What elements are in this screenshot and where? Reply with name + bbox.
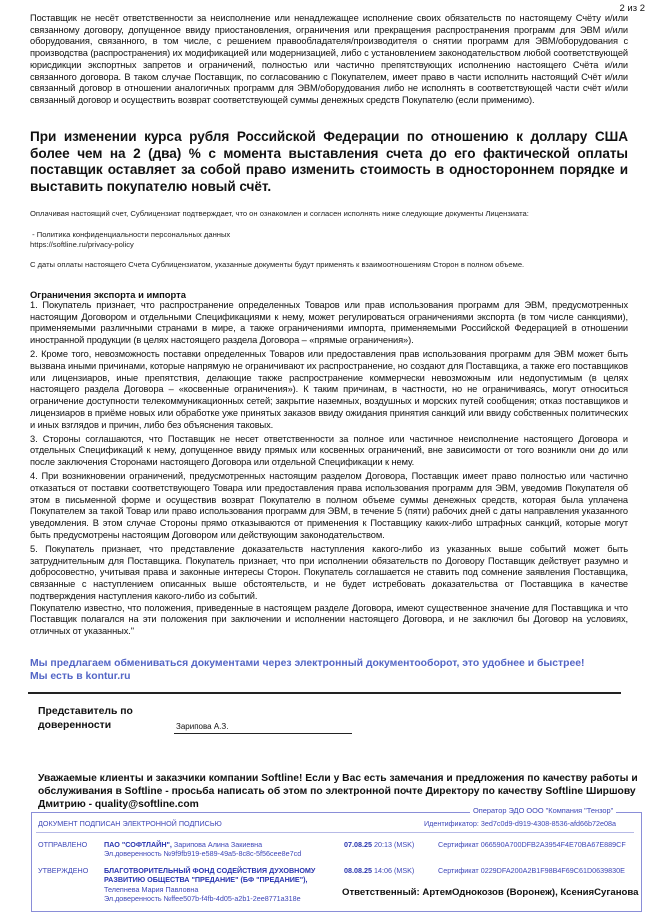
stamp-top-border <box>31 812 479 813</box>
privacy-policy-link[interactable]: https://softline.ru/privacy-policy <box>30 240 134 249</box>
approved-status: УТВЕРЖДЕНО <box>38 866 89 875</box>
sender-person: Зарипова Алина Закиевна <box>171 840 263 849</box>
representative-label <box>38 705 133 733</box>
sender-poa: Эл.доверенность №9f9fb919-e589-49a5-8c8c-5f56cee8e7cd <box>104 849 302 859</box>
approver-certificate: Сертификат 0229DFA200A2B1F98B4F69C61D0639830E <box>438 866 625 875</box>
license-intro: Оплачивая настоящий счет, Сублицензиат подтверждает, что он ознакомлен и согласен исполнять ниже следующие документы Лицензиата: <box>30 209 529 218</box>
license-effect: С даты оплаты настоящего Счета Сублицензиатом, указанные документы будут применять к взаимоотношениям Сторон в полном объеме. <box>30 260 525 269</box>
export-clause-note: Покупателю известно, что положения, приведенные в настоящем разделе Договора, имеют существенное значение для Поставщика и что Поставщик полагался на эти положения при заключении и исполнении настоящего Договора, и не заключил бы Договор на условиях, отличных от указанных." <box>30 602 628 636</box>
export-clause-1: 1. Покупатель признает, что распространение определенных Товаров или прав использования программ для ЭВМ, предусмотренных настоящим Договором и отдельными Спецификациями к нему, может регулироваться ограничениями экспорта (в том числе санкциями), применяемыми различными странами в мире, а также ограничениями импорта, применяемыми Российской Федерацией в отношении иностранной продукции (в целях настоящего раздела Договора – «прямые ограничения»). <box>30 300 628 346</box>
sent-date: 07.08.25 <box>344 840 372 849</box>
edo-promo-line: Мы предлагаем обмениваться документами через электронный документооборот, это удобнее и быстрее! <box>30 658 585 669</box>
currency-change-notice: При изменении курса рубля Российской Федерации по отношению к доллару США более чем на 2 (два) % с момента выставления счета до его фактической оплаты поставщик оставляет за собой право изменить стоимость в одностороннем порядке и выставить покупателю новый счёт. <box>30 129 628 194</box>
export-section-body <box>30 300 628 640</box>
feedback-text: Уважаемые клиенты и заказчики компании Softline! Если у Вас есть замечания и предложения по качеству работы и обслуживания в Softline - просьба написать об этом по электронной почте Директору по качеству Softline Ширшову Дмитрию - <box>38 773 638 810</box>
document-identifier: Идентификатор: 3ed7c0d9-d919-4308-8536-afd66b72e08a <box>424 819 616 828</box>
representative-label-line1: Представитель по <box>38 706 133 717</box>
approver-info <box>104 866 344 903</box>
divider <box>28 692 621 694</box>
quality-email-link[interactable]: quality@softline.com <box>94 798 199 810</box>
export-clause-5: 5. Покупатель признает, что представление доказательств наступления какого-либо из указанных выше событий может быть затруднительным для Поставщика. Покупатель признает, что при исполнении обязательств по Договору Поставщик действует разумно и добросовестно, учитывая права и законные интересы Сторон. Покупатель соглашается не ставить под сомнение заявления Поставщика, связанные с наступлением описанных выше обстоятельств, и не будет истребовать доказательства от Поставщика в качестве подтверждения наступления какого-либо из событий. <box>30 544 628 601</box>
sent-time: 20:13 (MSK) <box>371 840 415 849</box>
export-clause-3: 3. Стороны соглашаются, что Поставщик не несет ответственности за полное или частичное неисполнение настоящего Договора и отдельных Спецификаций к нему, допущенное ввиду прямых или косвенных ограничений, вне зависимости от того возникли они до или после заключения Сторонами настоящего Договора или отдельной Спецификации к нему. <box>30 433 628 468</box>
sender-info <box>104 840 344 859</box>
approved-time: 14:06 (MSK) <box>371 866 415 875</box>
approver-poa: Эл.доверенность №ffee507b-f4fb-4d05-a2b1-2ee8771a318e <box>104 893 301 903</box>
edo-operator: Оператор ЭДО ООО "Компания "Тензор" <box>470 806 616 815</box>
edo-promo <box>30 657 585 683</box>
liability-paragraph: Поставщик не несёт ответственности за неисполнение или ненадлежащее исполнение своих обязательств по настоящему Счёту и/или связанному договору, допущенное ввиду приостановления, ограничения или прекращения распространения программ для ЭВМ и/или оборудования, связанного, в том числе, с решением правообладателя/производителя о снятии программ для ЭВМ/оборудования с производства (распространения) их модификацией или модернизацией, либо с установлением законодательством любой соответствующей юрисдикции экспортных запретов и ограничений, полностью или частично препятствующих исполнению настоящего Счёта и/или связанного договора. В таком случае Поставщик, по согласованию с Покупателем, имеет право в части исполнить настоящий Счёт и/или связанный договор в отношении аналогичных программ для ЭВМ/оборудования либо не исполнять в соответствующей части счёт и/или связанный договор и осуществить возврат соответствующей суммы денежных средств Покупателю (если применимо). <box>30 13 628 105</box>
signed-header: ДОКУМЕНТ ПОДПИСАН ЭЛЕКТРОННОЙ ПОДПИСЬЮ <box>38 819 222 828</box>
export-section-title: Ограничения экспорта и импорта <box>30 289 186 300</box>
representative-label-line2: доверенности <box>38 720 112 731</box>
sender-certificate: Сертификат 066590A700DFB2A3954F4E70BA67E889CF <box>438 840 626 849</box>
representative-name: Зарипова А.З. <box>174 722 352 734</box>
approver-person: Телепнева Мария Павловна <box>104 884 199 894</box>
privacy-policy-title: - Политика конфиденциальности персональных данных <box>30 230 231 239</box>
export-clause-4: 4. При возникновении ограничений, предусмотренных настоящим разделом Договора, Поставщик имеет право полностью или частично отказаться от поставки соответствующего Товара или предоставления права использования программ для ЭВМ, уведомив Покупателя об этом в письменной форме и осуществив возврат Покупателю в полном объеме суммы денежных средств, которая была уплачена Покупателем за такой Товар или право использования программ для ЭВМ, в течение 5 (пяти) рабочих дней с даты направления указанного уведомления. В этом случае Стороны прямо отказываются от применения к Поставщику каких-либо штрафных санкций, которые могут быть предусмотрены настоящим Договором или действующим законодательством. <box>30 471 628 540</box>
approved-date: 08.08.25 <box>344 866 372 875</box>
page-number: 2 из 2 <box>619 3 645 14</box>
approved-datetime <box>344 866 414 875</box>
approver-org: БЛАГОТВОРИТЕЛЬНЫЙ ФОНД СОДЕЙСТВИЯ ДУХОВНОМУ РАЗВИТИЮ ОБЩЕСТВА "ПРЕДАНИЕ" (БФ "ПРЕДАНИЕ"), <box>104 866 316 885</box>
kontur-link[interactable]: Мы есть в kontur.ru <box>30 671 131 682</box>
stamp-top-border <box>613 812 641 813</box>
sender-org: ПАО "СОФТЛАЙН", <box>104 840 172 849</box>
sent-datetime <box>344 840 414 849</box>
stamp-separator <box>36 832 634 833</box>
responsible-persons: Ответственный: АртемОднокозов (Воронеж), КсенияСуганова <box>342 887 639 898</box>
sent-status: ОТПРАВЛЕНО <box>38 840 88 849</box>
export-clause-2: 2. Кроме того, невозможность поставки определенных Товаров или предоставления прав использования программ для ЭВМ может быть вызвана иными причинами, которые напрямую не ограничивают их распространение, но создают для Поставщика, а также его поставщиков или лицензиаров, иные препятствия, делающие также распространение коммерчески невозможным или недопустимым (в целях настоящего раздела Договора – «косвенные ограничения»). К таким причинам, в частности, но не ограничиваясь, могут относиться ограничение доступности телекоммуникационных сетей; закрытие наземных, воздушных и морских путей сообщения; отказ поставщиков и лицензиаров в приёме новых или обработке уже принятых заказов ввиду ожидания принятия санкций или ввиду собственных политических и иных взглядов и причин, либо без объяснения таковых. <box>30 349 628 430</box>
